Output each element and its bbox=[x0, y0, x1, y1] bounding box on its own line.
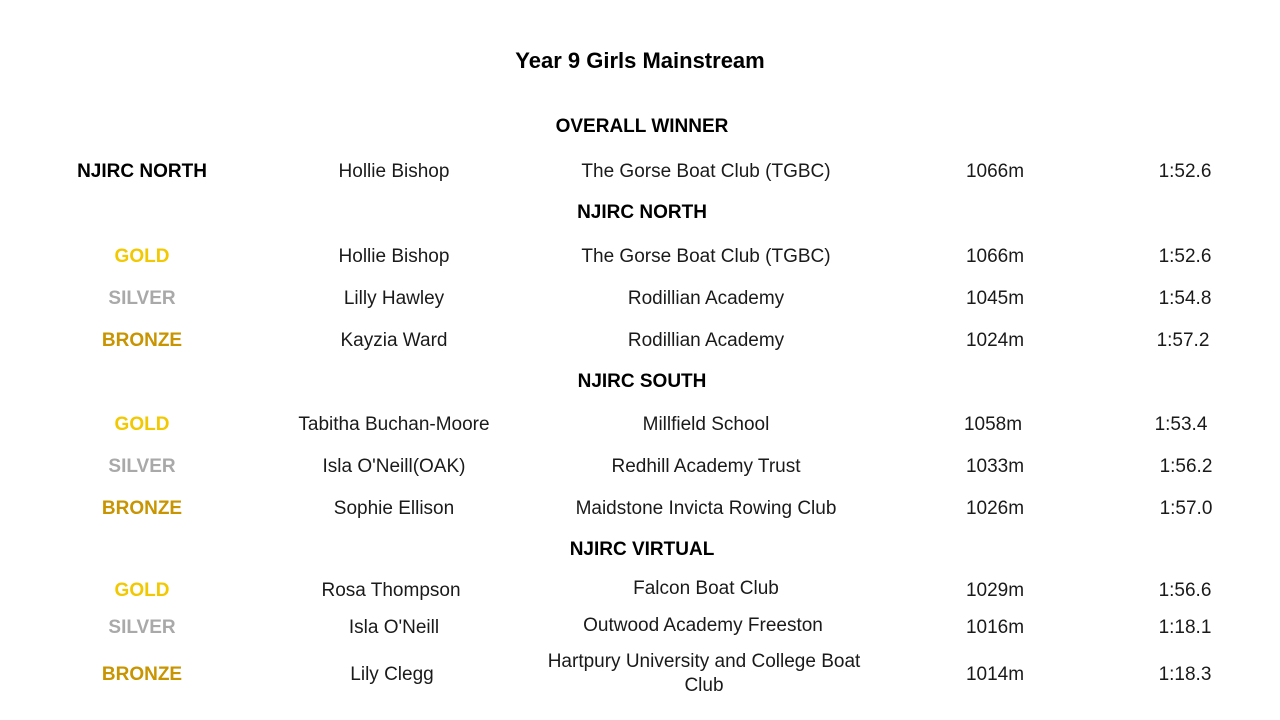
athlete-name: Kayzia Ward bbox=[340, 330, 448, 351]
time: 1:18.3 bbox=[1158, 664, 1212, 685]
distance: 1014m bbox=[965, 664, 1025, 685]
result-row bbox=[0, 651, 1280, 696]
result-row bbox=[0, 410, 1280, 440]
athlete-name: Hollie Bishop bbox=[338, 161, 450, 182]
result-row bbox=[0, 576, 1280, 606]
section-heading-overall: OVERALL WINNER bbox=[555, 116, 729, 137]
distance: 1066m bbox=[965, 246, 1025, 267]
result-row bbox=[0, 284, 1280, 314]
section-heading-south: NJIRC SOUTH bbox=[577, 371, 707, 392]
result-row bbox=[0, 452, 1280, 482]
medal-label: GOLD bbox=[114, 580, 170, 601]
athlete-name: Lily Clegg bbox=[350, 664, 434, 685]
medal-label: BRONZE bbox=[101, 330, 183, 351]
club-name: Redhill Academy Trust bbox=[611, 456, 801, 477]
medal-label: NJIRC NORTH bbox=[77, 161, 207, 182]
time: 1:53.4 bbox=[1154, 414, 1208, 435]
distance: 1026m bbox=[965, 498, 1025, 519]
page-title: Year 9 Girls Mainstream bbox=[515, 48, 765, 73]
distance: 1058m bbox=[963, 414, 1023, 435]
athlete-name: Hollie Bishop bbox=[338, 246, 450, 267]
distance: 1066m bbox=[965, 161, 1025, 182]
medal-label: BRONZE bbox=[101, 664, 183, 685]
section-heading-north: NJIRC NORTH bbox=[577, 202, 707, 223]
time: 1:54.8 bbox=[1158, 288, 1212, 309]
medal-label: BRONZE bbox=[101, 498, 183, 519]
medal-label: GOLD bbox=[114, 246, 170, 267]
time: 1:56.6 bbox=[1158, 580, 1212, 601]
club-name: Rodillian Academy bbox=[627, 288, 785, 309]
section-heading-virtual: NJIRC VIRTUAL bbox=[569, 539, 715, 560]
club-name: Falcon Boat Club bbox=[633, 578, 779, 599]
athlete-name: Isla O'Neill bbox=[348, 617, 440, 638]
result-row bbox=[0, 242, 1280, 272]
medal-label: GOLD bbox=[114, 414, 170, 435]
time: 1:52.6 bbox=[1158, 246, 1212, 267]
club-name: Hartpury University and College Boat Club bbox=[547, 651, 861, 696]
club-name: The Gorse Boat Club (TGBC) bbox=[581, 246, 831, 267]
medal-label: SILVER bbox=[108, 617, 176, 638]
athlete-name: Lilly Hawley bbox=[343, 288, 445, 309]
club-name: Millfield School bbox=[642, 414, 770, 435]
club-name: The Gorse Boat Club (TGBC) bbox=[581, 161, 831, 182]
time: 1:52.6 bbox=[1158, 161, 1212, 182]
club-name: Outwood Academy Freeston bbox=[583, 615, 823, 636]
result-row bbox=[0, 326, 1280, 356]
athlete-name: Tabitha Buchan-Moore bbox=[298, 414, 490, 435]
distance: 1033m bbox=[965, 456, 1025, 477]
distance: 1024m bbox=[965, 330, 1025, 351]
athlete-name: Rosa Thompson bbox=[321, 580, 461, 601]
medal-label: SILVER bbox=[108, 456, 176, 477]
medal-label: SILVER bbox=[108, 288, 176, 309]
athlete-name: Sophie Ellison bbox=[333, 498, 455, 519]
distance: 1045m bbox=[965, 288, 1025, 309]
result-row bbox=[0, 157, 1280, 187]
athlete-name: Isla O'Neill(OAK) bbox=[322, 456, 466, 477]
distance: 1029m bbox=[965, 580, 1025, 601]
result-row bbox=[0, 494, 1280, 524]
club-name: Rodillian Academy bbox=[627, 330, 785, 351]
distance: 1016m bbox=[965, 617, 1025, 638]
club-name: Maidstone Invicta Rowing Club bbox=[575, 498, 837, 519]
result-row bbox=[0, 613, 1280, 643]
time: 1:56.2 bbox=[1159, 456, 1213, 477]
time: 1:57.2 bbox=[1156, 330, 1210, 351]
time: 1:18.1 bbox=[1158, 617, 1212, 638]
time: 1:57.0 bbox=[1159, 498, 1213, 519]
